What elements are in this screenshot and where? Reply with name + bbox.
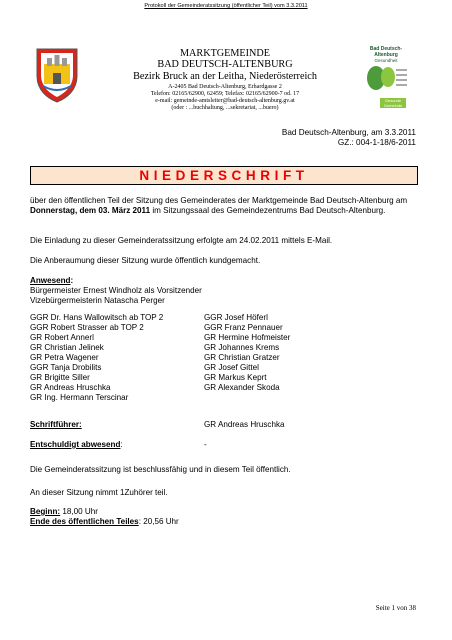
end-time-line	[30, 517, 422, 527]
quorum-text: Die Gemeinderatssitzung ist beschlussfähig und in diesem Teil öffentlich.	[30, 465, 291, 474]
start-time: 18,00 Uhr	[60, 507, 98, 516]
org-name-line-1: MARKTGEMEINDE	[180, 48, 270, 59]
invitation-text: Die Einladung zu dieser Gemeinderatssitzung erfolgte am 24.02.2011 mittels E-Mail.	[30, 236, 333, 245]
member-right: GGR Franz Pennauer	[204, 323, 283, 332]
member-left: GR Andreas Hruschka	[30, 383, 111, 392]
member-right: GR Josef Gittel	[204, 363, 259, 372]
district-line: Bezirk Bruck an der Leitha, Niederösterreich	[133, 71, 317, 82]
excused-value: -	[204, 440, 207, 449]
secretary-row	[30, 420, 82, 430]
member-left: GGR Robert Strasser ab TOP 2	[30, 323, 144, 332]
member-right: GGR Josef Höferl	[204, 313, 268, 322]
member-left: GGR Dr. Hans Wallowitsch ab TOP 2	[30, 313, 164, 322]
reference-number: GZ.: 004-1-18/6-2011	[337, 138, 416, 147]
member-right: GR Johannes Krems	[204, 343, 280, 352]
title-box	[30, 166, 418, 185]
place-date: Bad Deutsch-Altenburg, am 3.3.2011	[281, 128, 416, 137]
member-left: GR Brigitte Siller	[30, 373, 90, 382]
member-left: GR Ing. Hermann Terscinar	[30, 393, 129, 402]
end-time: : 20,56 Uhr	[138, 517, 179, 526]
end-label: Ende des öffentlichen Teiles	[30, 517, 139, 526]
logo-subtitle: Gesundheit	[374, 58, 398, 63]
excused-row	[30, 440, 123, 450]
start-time-line	[30, 507, 422, 517]
org-name-line-2: BAD DEUTSCH-ALTENBURG	[157, 59, 293, 70]
gesundheit-logo	[362, 46, 410, 108]
document-title: NIEDERSCHRIFT	[139, 168, 309, 183]
logo-badge: Gesunde Gemeinde	[380, 98, 406, 108]
present-colon: :	[70, 276, 74, 285]
present-heading	[30, 276, 422, 286]
logo-title: Bad Deutsch-Altenburg	[369, 46, 403, 58]
start-label: Beginn:	[30, 507, 61, 516]
member-left: GR Petra Wagener	[30, 353, 99, 362]
present-label: Anwesend	[30, 276, 71, 285]
municipal-crest-icon	[33, 46, 81, 104]
mayor-line: Bürgermeister Ernest Windholz als Vorsitzender	[30, 286, 202, 295]
leaf-icon	[362, 63, 410, 93]
intro-paragraph	[30, 196, 422, 216]
email-line: e-mail: gemeinde-amtsleiter@bad-deutsch-altenburg.gv.at	[155, 98, 295, 104]
attendance-text: An dieser Sitzung nimmt 1Zuhörer teil.	[30, 488, 168, 497]
excused-label: Entschuldigt abwesend	[30, 440, 121, 449]
member-right: GR Christian Gratzer	[204, 353, 280, 362]
intro-text-a: über den öffentlichen Teil der Sitzung des Gemeinderates der Marktgemeinde Bad Deutsch-Altenburg am	[30, 196, 408, 205]
member-right: GR Hermine Hofmeister	[204, 333, 291, 342]
excused-colon: :	[120, 440, 123, 449]
member-left: GR Christian Jelinek	[30, 343, 104, 352]
secretary-name: GR Andreas Hruschka	[204, 420, 285, 429]
address-line: A-2405 Bad Deutsch-Altenburg, Erhardgasse 2	[168, 84, 282, 90]
vice-mayor-line: Vizebürgermeisterin Natascha Perger	[30, 296, 165, 305]
intro-text-b: im Sitzungssaal des Gemeindezentrums Bad Deutsch-Altenburg.	[150, 206, 386, 215]
meeting-date: Donnerstag, dem 03. März 2011	[30, 206, 151, 215]
public-notice-text: Die Anberaumung dieser Sitzung wurde öffentlich kundgemacht.	[30, 256, 261, 265]
member-right: GR Markus Keprt	[204, 373, 267, 382]
email-alt-line: (oder : ...buchhaltung, ...sekretariat, ...buero)	[171, 105, 279, 111]
phone-line: Telefon: 02165/62900, 62459; Telefax: 02165/62900-7 od. 17	[150, 91, 300, 97]
members-right-column	[204, 313, 404, 393]
members-left-column	[30, 313, 200, 403]
member-left: GR Robert Annerl	[30, 333, 94, 342]
member-left: GGR Tanja Drobilits	[30, 363, 102, 372]
member-right: GR Alexander Skoda	[204, 383, 280, 392]
secretary-label: Schriftführer:	[30, 420, 82, 429]
running-header: Protokoll der Gemeinderatssitzung (öffentlicher Teil) vom 3.3.2011	[144, 3, 308, 9]
page-number: Seite 1 von 38	[375, 604, 416, 612]
